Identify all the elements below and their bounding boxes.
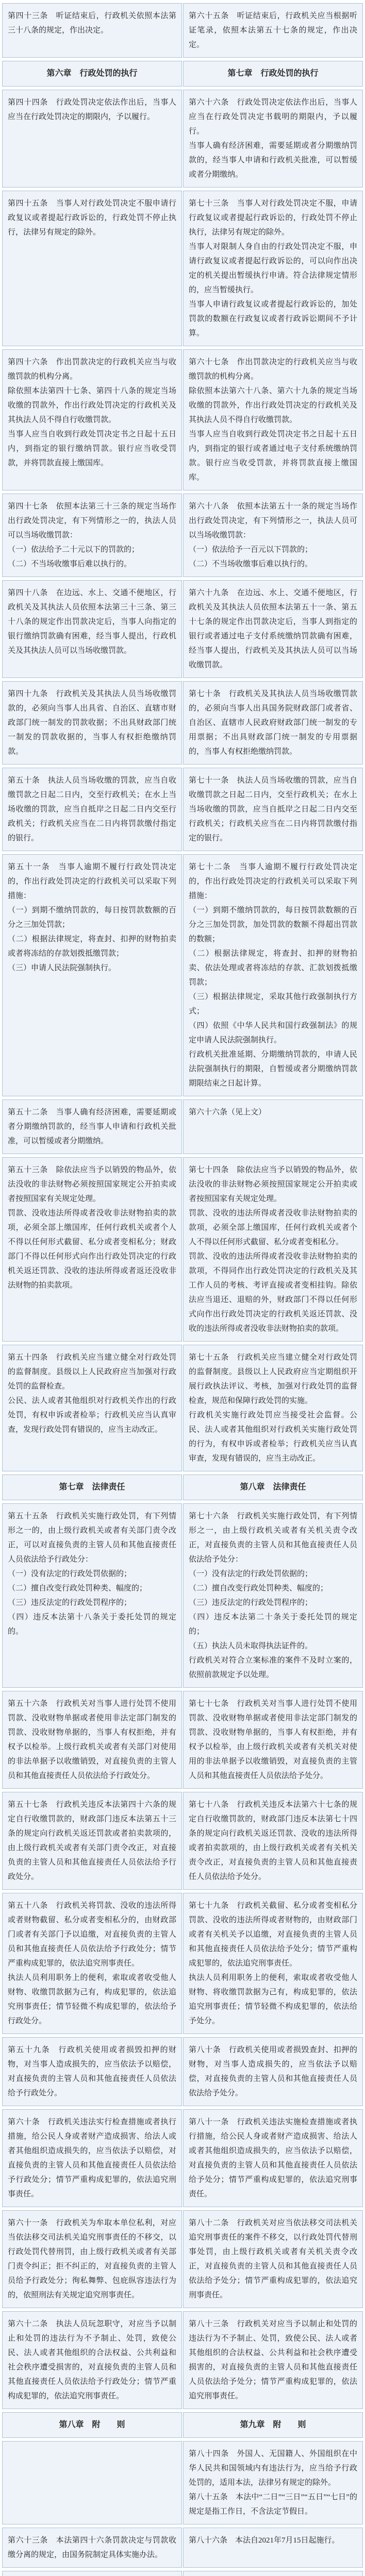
comparison-row	[2, 2109, 363, 2207]
comparison-row	[2, 349, 363, 490]
comparison-row	[2, 681, 363, 765]
chapter-heading-row	[2, 61, 363, 87]
new-law-cell: 第七十六条 行政机关实施行政处罚，有下列情形之一，由上级行政机关或者有关机关责令改正，对直接负责的主管人员和其他直接责任人员依法给予处分： （一）没有法定的行政处罚依据的； （二）擅自改变行政处罚种类、幅度的； （三）违反法定的行政处罚程序的； （四）违反本法第二十条关于委托处罚的规定的； （五）执法人员未取得执法证件的。 行政机关对符合立案标准的案件不及时立案的，依照前款规定予以处理。	[183, 1503, 363, 1688]
old-law-cell: 第五十七条 行政机关违反本法第四十六条的规定自行收缴罚款的，财政部门违反本法第五十三条的规定向行政机关返还罚款或者拍卖款项的，由上级行政机关或者有关部门责令改正，对直接负责的主管人员和其他直接责任人员依法给予行政处分。	[2, 1792, 182, 1890]
old-law-cell: 第四十三条 听证结束后，行政机关依照本法第三十八条的规定，作出决定。	[2, 3, 182, 58]
new-law-cell: 第七十二条 当事人逾期不履行行政处罚决定的，作出行政处罚决定的行政机关可以采取下列措施： （一）到期不缴纳罚款的，每日按罚款数额的百分之三加处罚款，加处罚款的数额不得超出罚款的数额； （二）根据法律规定，将查封、扣押的财物拍卖、依法处理或者将冻结的存款、汇款划拨抵缴罚款； （三）根据法律规定，采取其他行政强制执行方式； （四）依照《中华人民共和国行政强制法》的规定申请人民法院强制执行。 行政机关批准延期、分期缴纳罚款的，申请人民法院强制执行的期限，自暂缓或者分期缴纳罚款期限结束之日起计算。	[183, 854, 363, 1096]
old-law-cell: 第五十一条 当事人逾期不履行行政处罚决定的，作出行政处罚决定的行政机关可以采取下列措施： （一）到期不缴纳罚款的，每日按罚款数额的百分之三加处罚款； （二）根据法律规定，将查封、扣押的财物拍卖或者将冻结的存款划拨抵缴罚款； （三）申请人民法院强制执行。	[2, 854, 182, 1096]
new-law-cell: 第七十五条 行政机关应当建立健全对行政处罚的监督制度。县级以上人民政府应当定期组织开展行政执法评议、考核，加强对行政处罚的监督检查，规范和保障行政处罚的实施。 行政机关实施行政处罚应当接受社会监督。公民、法人或者其他组织对行政机关实施行政处罚的行为，有权申诉或者检举；行政机关应当认真审查，发现有错误的，应当主动改正。	[183, 1345, 363, 1471]
old-law-cell	[2, 2441, 182, 2524]
new-law-cell: 第七十三条 当事人对行政处罚决定不服，申请行政复议或者提起行政诉讼的，行政处罚不停止执行，法律另有规定的除外。 当事人对限制人身自由的行政处罚决定不服，申请行政复议或者提起行政诉讼的，可以向作出决定的机关提出暂缓执行申请。符合法律规定情形的，应当暂缓执行。 当事人申请行政复议或者提起行政诉讼的，加处罚款的数额在行政复议或者行政诉讼期间不予计算。	[183, 191, 363, 346]
comparison-row	[2, 1157, 363, 1342]
new-law-cell: 第六十八条 依照本法第五十一条的规定当场作出行政处罚决定，有下列情形之一，执法人员可以当场收缴罚款： （一）依法给予一百元以下罚款的； （二）不当场收缴事后难以执行的。	[183, 494, 363, 577]
comparison-row	[2, 1503, 363, 1688]
comparison-row	[2, 768, 363, 851]
new-law-cell: 第七十一条 执法人员当场收缴的罚款，应当自收缴罚款之日起二日内，交至行政机关；在水上当场收缴的罚款，应当自抵岸之日起二日内交至行政机关；行政机关应当在二日内将罚款缴付指定的银行。	[183, 768, 363, 851]
new-law-cell: 第六十六条（见上文）	[183, 1099, 363, 1154]
new-law-cell: 第七十四条 除依法应当予以销毁的物品外，依法没收的非法财物必须按照国家规定公开拍卖或者按照国家有关规定处理。 罚款、没收的违法所得或者没收非法财物拍卖的款项，必须全部上缴国库，任何行政机关或者个人不得以任何形式截留、私分或者变相私分。 罚款、没收的违法所得或者没收非法财物拍卖的款项，不得同作出行政处罚决定的行政机关及其工作人员的考核、考评直接或者变相挂钩。除依法应当退还、退赔的外，财政部门不得以任何形式向作出行政处罚决定的行政机关返还罚款、没收的违法所得或者没收非法财物拍卖的款项。	[183, 1157, 363, 1342]
new-law-cell: 第七章 行政处罚的执行	[183, 61, 363, 87]
new-law-cell: 第七十八条 行政机关违反本法第六十七条的规定自行收缴罚款的，财政部门违反本法第七十四条的规定向行政机关返还罚款、没收的违法所得或者拍卖款项的，由上级行政机关或者有关机关责令改正，对直接负责的主管人员和其他直接责任人员依法给予处分。	[183, 1792, 363, 1890]
comparison-row	[2, 90, 363, 188]
old-law-cell: 第六章 行政处罚的执行	[2, 61, 182, 87]
new-law-cell: 第八章 法律责任	[183, 1475, 363, 1500]
chapter-heading-row	[2, 1475, 363, 1500]
new-law-cell: 第八十六条 本法自2021年7月15日起施行。	[183, 2528, 363, 2568]
old-law-cell: 第七章 法律责任	[2, 1475, 182, 1500]
new-law-cell: 第八十一条 行政机关违法实施检查措施或者执行措施，给公民人身或者财产造成损害、给法人或者其他组织造成损失的，应当依法予以赔偿，对直接负责的主管人员和其他直接责任人员依法给予处分；情节严重构成犯罪的，依法追究刑事责任。	[183, 2109, 363, 2207]
old-law-cell: 第五十条 执法人员当场收缴的罚款，应当自收缴罚款之日起二日内，交至行政机关；在水上当场收缴的罚款，应当自抵岸之日起二日内交至行政机关；行政机关应当在二日内将罚款缴付指定的银行。	[2, 768, 182, 851]
new-law-cell: 第八十四条 外国人、无国籍人、外国组织在中华人民共和国领域内有违法行为，应当给予行政处罚的，适用本法，法律另有规定的除外。 第八十五条 本法中“二日”“三日”“五日”“七日”的规定是指工作日，不含法定节假日。	[183, 2441, 363, 2524]
comparison-row	[2, 2311, 363, 2409]
new-law-cell: 第八十三条 行政机关对应当予以制止和处罚的违法行为不予制止、处罚，致使公民、法人或者其他组织的合法权益、公共利益和社会秩序遭受损害的，对直接负责的主管人员和其他直接责任人员依法给予处分；情节严重构成犯罪的，依法追究刑事责任。	[183, 2311, 363, 2409]
old-law-cell: 第五十三条 除依法应当予以销毁的物品外，依法没收的非法财物必须按照国家规定公开拍卖或者按照国家有关规定处理。 罚款、没收违法所得或者没收非法财物拍卖的款项，必须全部上缴国库，任何行政机关或者个人不得以任何形式截留、私分或者变相私分；财政部门不得以任何形式向作出行政处罚决定的行政机关返还罚款、没收的违法所得或者返还没收非法财物的拍卖款项。	[2, 1157, 182, 1342]
old-law-cell: 第五十二条 当事人确有经济困难，需要延期或者分期缴纳罚款的，经当事人申请和行政机关批准，可以暂缓或者分期缴纳。	[2, 1099, 182, 1154]
old-law-cell: 第五十六条 行政机关对当事人进行处罚不使用罚款、没收财物单据或者使用非法定部门制发的罚款、没收财物单据的，当事人有权拒绝，并有权予以检举。上级行政机关或者有关部门对使用的非法单据予以收缴销毁，对直接负责的主管人员和其他直接责任人员依法给予行政处分。	[2, 1691, 182, 1789]
new-law-cell: 第九章 附 则	[183, 2412, 363, 2438]
old-law-cell: 第五十五条 行政机关实施行政处罚，有下列情形之一的，由上级行政机关或者有关部门责令改正，可以对直接负责的主管人员和其他直接责任人员依法给予行政处分： （一）没有法定的行政处罚依据的； （二）擅自改变行政处罚种类、幅度的； （三）违反法定的行政处罚程序的； （四）违反本法第十八条关于委托处罚的规定的。	[2, 1503, 182, 1688]
comparison-row	[2, 2037, 363, 2106]
old-law-cell: 第五十八条 行政机关将罚款、没收的违法所得或者财物截留、私分或者变相私分的，由财政部门或者有关部门予以追缴，对直接负责的主管人员和其他直接责任人员依法给予行政处分；情节严重构成犯罪的，依法追究刑事责任。 执法人员利用职务上的便利，索取或者收受他人财物、收缴罚款据为己有，构成犯罪的，依法追究刑事责任；情节轻微不构成犯罪的，依法给予行政处分。	[2, 1893, 182, 2034]
old-law-cell	[2, 2571, 182, 2576]
new-law-cell: 第六十五条 听证结束后，行政机关应当根据听证笔录，依照本法第五十七条的规定，作出决定。	[183, 3, 363, 58]
comparison-row	[2, 1893, 363, 2034]
comparison-row	[2, 2528, 363, 2568]
comparison-row	[2, 191, 363, 346]
comparison-row	[2, 2441, 363, 2524]
new-law-cell: 第六十七条 作出罚款决定的行政机关应当与收缴罚款的机构分离。 除依照本法第六十八条、第六十九条的规定当场收缴的罚款外，作出行政处罚决定的行政机关及其执法人员不得自行收缴罚款。 当事人应当自收到行政处罚决定书之日起十五日内，到指定的银行或者通过电子支付系统缴纳罚款。银行应当收受罚款，并将罚款直接上缴国库。	[183, 349, 363, 490]
new-law-cell: 第七十条 行政机关及其执法人员当场收缴罚款的，必须向当事人出具国务院财政部门或者省、自治区、直辖市人民政府财政部门统一制发的专用票据；不出具财政部门统一制发的专用票据的，当事人有权拒绝缴纳罚款。	[183, 681, 363, 765]
old-law-cell: 第四十八条 在边远、水上、交通不便地区，行政机关及其执法人员依照本法第三十三条、第三十八条的规定作出罚款决定后，当事人向指定的银行缴纳罚款确有困难，经当事人提出，行政机关及其执法人员可以当场收缴罚款。	[2, 580, 182, 678]
new-law-cell: 第七十七条 行政机关对当事人进行处罚不使用罚款、没收财物单据或者使用非法定部门制发的罚款、没收财物单据的，当事人有权拒绝，并有权予以检举，由上级行政机关或者有关机关对使用的非法单据予以收缴销毁，对直接负责的主管人员和其他直接责任人员依法给予处分。	[183, 1691, 363, 1789]
old-law-cell: 第六十一条 行政机关为牟取本单位私利，对应当依法移交司法机关追究刑事责任的不移交，以行政处罚代替刑罚，由上级行政机关或者有关部门责令纠正；拒不纠正的，对直接负责的主管人员给予行政处分；徇私舞弊、包庇纵容违法行为的，依照刑法有关规定追究刑事责任。	[2, 2210, 182, 2308]
old-law-cell: 第四十五条 当事人对行政处罚决定不服申请行政复议或者提起行政诉讼的，行政处罚不停止执行，法律另有规定的除外。	[2, 191, 182, 346]
comparison-row	[2, 2571, 363, 2576]
chapter-heading-row	[2, 2412, 363, 2438]
old-law-cell: 第六十二条 执法人员玩忽职守，对应当予以制止和处罚的违法行为不予制止、处罚，致使公民、法人或者其他组织的合法权益、公共利益和社会秩序遭受损害的，对直接负责的主管人员和其他直接责任人员依法给予行政处分；情节严重构成犯罪的，依法追究刑事责任。	[2, 2311, 182, 2409]
comparison-row	[2, 2210, 363, 2308]
comparison-row	[2, 1099, 363, 1154]
old-law-cell: 第六十条 行政机关违法实行检查措施或者执行措施，给公民人身或者财产造成损害、给法人或者其他组织造成损失的，应当依法予以赔偿，对直接负责的主管人员和其他直接责任人员依法给予行政处分；情节严重构成犯罪的，依法追究刑事责任。	[2, 2109, 182, 2207]
new-law-cell: 第六十九条 在边远、水上、交通不便地区，行政机关及其执法人员依照本法第五十一条、第五十七条的规定作出罚款决定后，当事人到指定的银行或者通过电子支付系统缴纳罚款确有困难，经当事人提出，行政机关及其执法人员可以当场收缴罚款。	[183, 580, 363, 678]
comparison-row	[2, 1792, 363, 1890]
comparison-row	[2, 3, 363, 58]
old-law-cell: 第八章 附 则	[2, 2412, 182, 2438]
comparison-row	[2, 580, 363, 678]
comparison-row	[2, 854, 363, 1096]
old-law-cell: 第五十四条 行政机关应当建立健全对行政处罚的监督制度。县级以上人民政府应当加强对行政处罚的监督检查。 公民、法人或者其他组织对行政机关作出的行政处罚，有权申诉或者检举；行政机关应当认真审查，发现行政处罚有错误的，应当主动改正。	[2, 1345, 182, 1471]
old-law-cell: 第四十九条 行政机关及其执法人员当场收缴罚款的，必须向当事人出具省、自治区、直辖市财政部门统一制发的罚款收据；不出具财政部门统一制发的罚款收据的，当事人有权拒绝缴纳罚款。	[2, 681, 182, 765]
new-law-cell: 第八十条 行政机关使用或者损毁查封、扣押的财物，对当事人造成损失的，应当依法予以赔偿，对直接负责的主管人员和其他直接责任人员依法给予处分。	[183, 2037, 363, 2106]
new-law-cell	[183, 2571, 363, 2576]
comparison-row	[2, 1691, 363, 1789]
old-law-cell: 第四十六条 作出罚款决定的行政机关应当与收缴罚款的机构分离。 除依照本法第四十七条、第四十八条的规定当场收缴的罚款外，作出行政处罚决定的行政机关及其执法人员不得自行收缴罚款。 当事人应当自收到行政处罚决定书之日起十五日内，到指定的银行缴纳罚款。银行应当收受罚款，并将罚款直接上缴国库。	[2, 349, 182, 490]
comparison-row	[2, 494, 363, 577]
new-law-cell: 第八十二条 行政机关对应当依法移交司法机关追究刑事责任的案件不移交，以行政处罚代替刑事处罚，由上级行政机关或者有关机关责令改正，对直接负责的主管人员和其他直接责任人员依法给予处分；情节严重构成犯罪的，依法追究刑事责任。	[183, 2210, 363, 2308]
old-law-cell: 第五十九条 行政机关使用或者损毁扣押的财物，对当事人造成损失的，应当依法予以赔偿，对直接负责的主管人员和其他直接责任人员依法给予行政处分。	[2, 2037, 182, 2106]
comparison-row	[2, 1345, 363, 1471]
old-law-cell: 第六十三条 本法第四十六条罚款决定与罚款收缴分离的规定，由国务院制定具体实施办法。	[2, 2528, 182, 2568]
old-law-cell: 第四十四条 行政处罚决定依法作出后，当事人应当在行政处罚决定的期限内，予以履行。	[2, 90, 182, 188]
new-law-cell: 第七十九条 行政机关截留、私分或者变相私分罚款、没收的违法所得或者财物的，由财政部门或者有关机关予以追缴，对直接负责的主管人员和其他直接责任人员依法给予处分；情节严重构成犯罪的，依法追究刑事责任。 执法人员利用职务上的便利，索取或者收受他人财物、将收缴罚款据为己有，构成犯罪的，依法追究刑事责任；情节轻微不构成犯罪的，依法给予处分。	[183, 1893, 363, 2034]
new-law-cell: 第六十六条 行政处罚决定依法作出后，当事人应当在行政处罚决定书载明的期限内，予以履行。 当事人确有经济困难，需要延期或者分期缴纳罚款的，经当事人申请和行政机关批准，可以暂缓或者分期缴纳。	[183, 90, 363, 188]
old-law-cell: 第四十七条 依照本法第三十三条的规定当场作出行政处罚决定，有下列情形之一的，执法人员可以当场收缴罚款： （一）依法给予二十元以下的罚款的； （二）不当场收缴事后难以执行的。	[2, 494, 182, 577]
